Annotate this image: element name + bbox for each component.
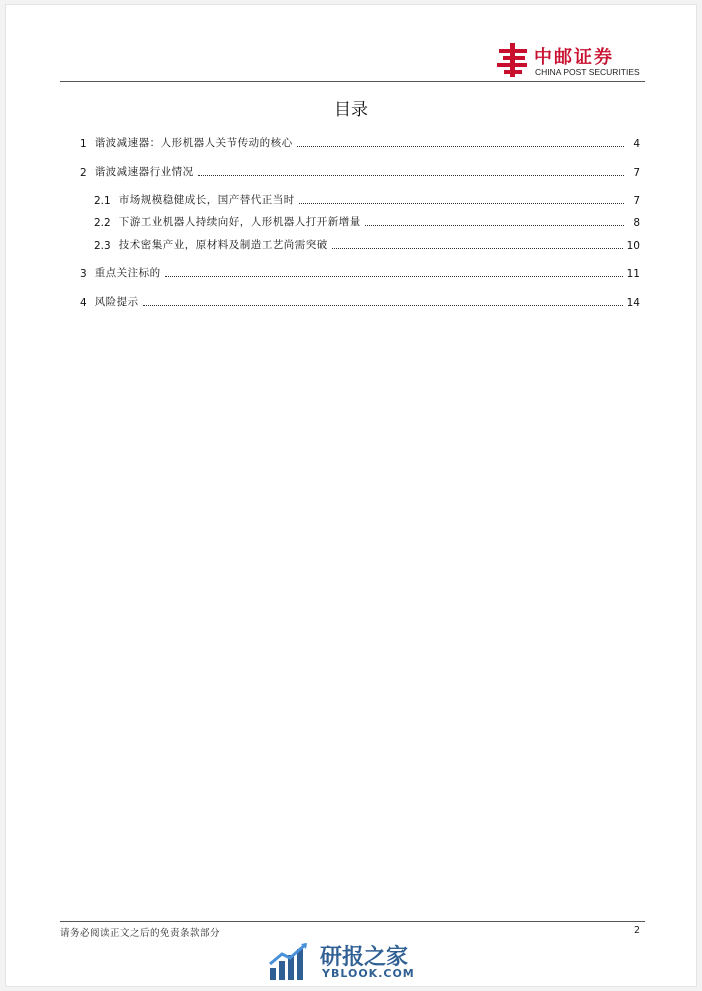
toc-entry-page: 7 xyxy=(633,167,640,179)
toc-entry[interactable] xyxy=(94,213,640,229)
toc-leader-dots xyxy=(165,275,623,277)
toc-leader-dots xyxy=(297,145,624,147)
toc-entry-page: 4 xyxy=(633,138,640,150)
company-logo xyxy=(496,42,648,80)
watermark-chinese: 研报之家 xyxy=(320,945,409,970)
toc-entry-number: 2 xyxy=(80,167,87,179)
document-page xyxy=(5,4,697,987)
footer-page-number: 2 xyxy=(633,925,640,936)
toc-entry-number: 1 xyxy=(80,138,87,150)
toc-entry-text: 谐波减速器行业情况 xyxy=(94,166,194,178)
toc-entry-text: 技术密集产业，原材料及制造工艺尚需突破 xyxy=(118,239,328,251)
toc-leader-dots xyxy=(299,202,624,204)
toc-entry[interactable] xyxy=(80,134,640,150)
toc-title: 目录 xyxy=(334,100,368,120)
toc-entry-number: 2.3 xyxy=(94,240,111,252)
toc-entry-text: 风险提示 xyxy=(94,296,139,308)
toc-entry[interactable] xyxy=(94,191,640,207)
toc-leader-dots xyxy=(143,304,623,306)
toc-entry[interactable] xyxy=(80,264,640,280)
toc-entry-page: 14 xyxy=(626,297,640,309)
footer-disclaimer: 请务必阅读正文之后的免责条款部分 xyxy=(60,928,221,939)
watermark xyxy=(268,940,438,986)
toc-leader-dots xyxy=(198,174,624,176)
toc-entry[interactable] xyxy=(80,293,640,309)
footer-divider xyxy=(60,921,645,922)
bar-chart-icon xyxy=(268,942,312,982)
header-divider xyxy=(60,81,645,82)
toc-entry-page: 11 xyxy=(626,268,640,280)
toc-leader-dots xyxy=(332,247,623,249)
toc-entry-number: 2.2 xyxy=(94,217,111,229)
toc-entry-page: 10 xyxy=(626,240,640,252)
toc-entry-number: 2.1 xyxy=(94,195,111,207)
toc-entry-number: 3 xyxy=(80,268,87,280)
toc-entry-text: 谐波减速器：人形机器人关节传动的核心 xyxy=(94,137,293,149)
toc-entry-text: 下游工业机器人持续向好，人形机器人打开新增量 xyxy=(118,216,361,228)
toc-entry-page: 8 xyxy=(633,217,640,229)
toc-entry[interactable] xyxy=(80,163,640,179)
toc-entry-text: 重点关注标的 xyxy=(94,267,161,279)
china-post-logo-icon xyxy=(496,42,530,78)
toc-entry[interactable] xyxy=(94,236,640,252)
watermark-english: YBLOOK.COM xyxy=(322,967,415,980)
logo-english-name: CHINA POST SECURITIES xyxy=(535,67,640,77)
toc-entry-page: 7 xyxy=(633,195,640,207)
toc-leader-dots xyxy=(365,224,624,226)
toc-entry-number: 4 xyxy=(80,297,87,309)
toc-entry-text: 市场规模稳健成长，国产替代正当时 xyxy=(118,194,295,206)
logo-chinese-name: 中邮证券 xyxy=(534,47,614,68)
